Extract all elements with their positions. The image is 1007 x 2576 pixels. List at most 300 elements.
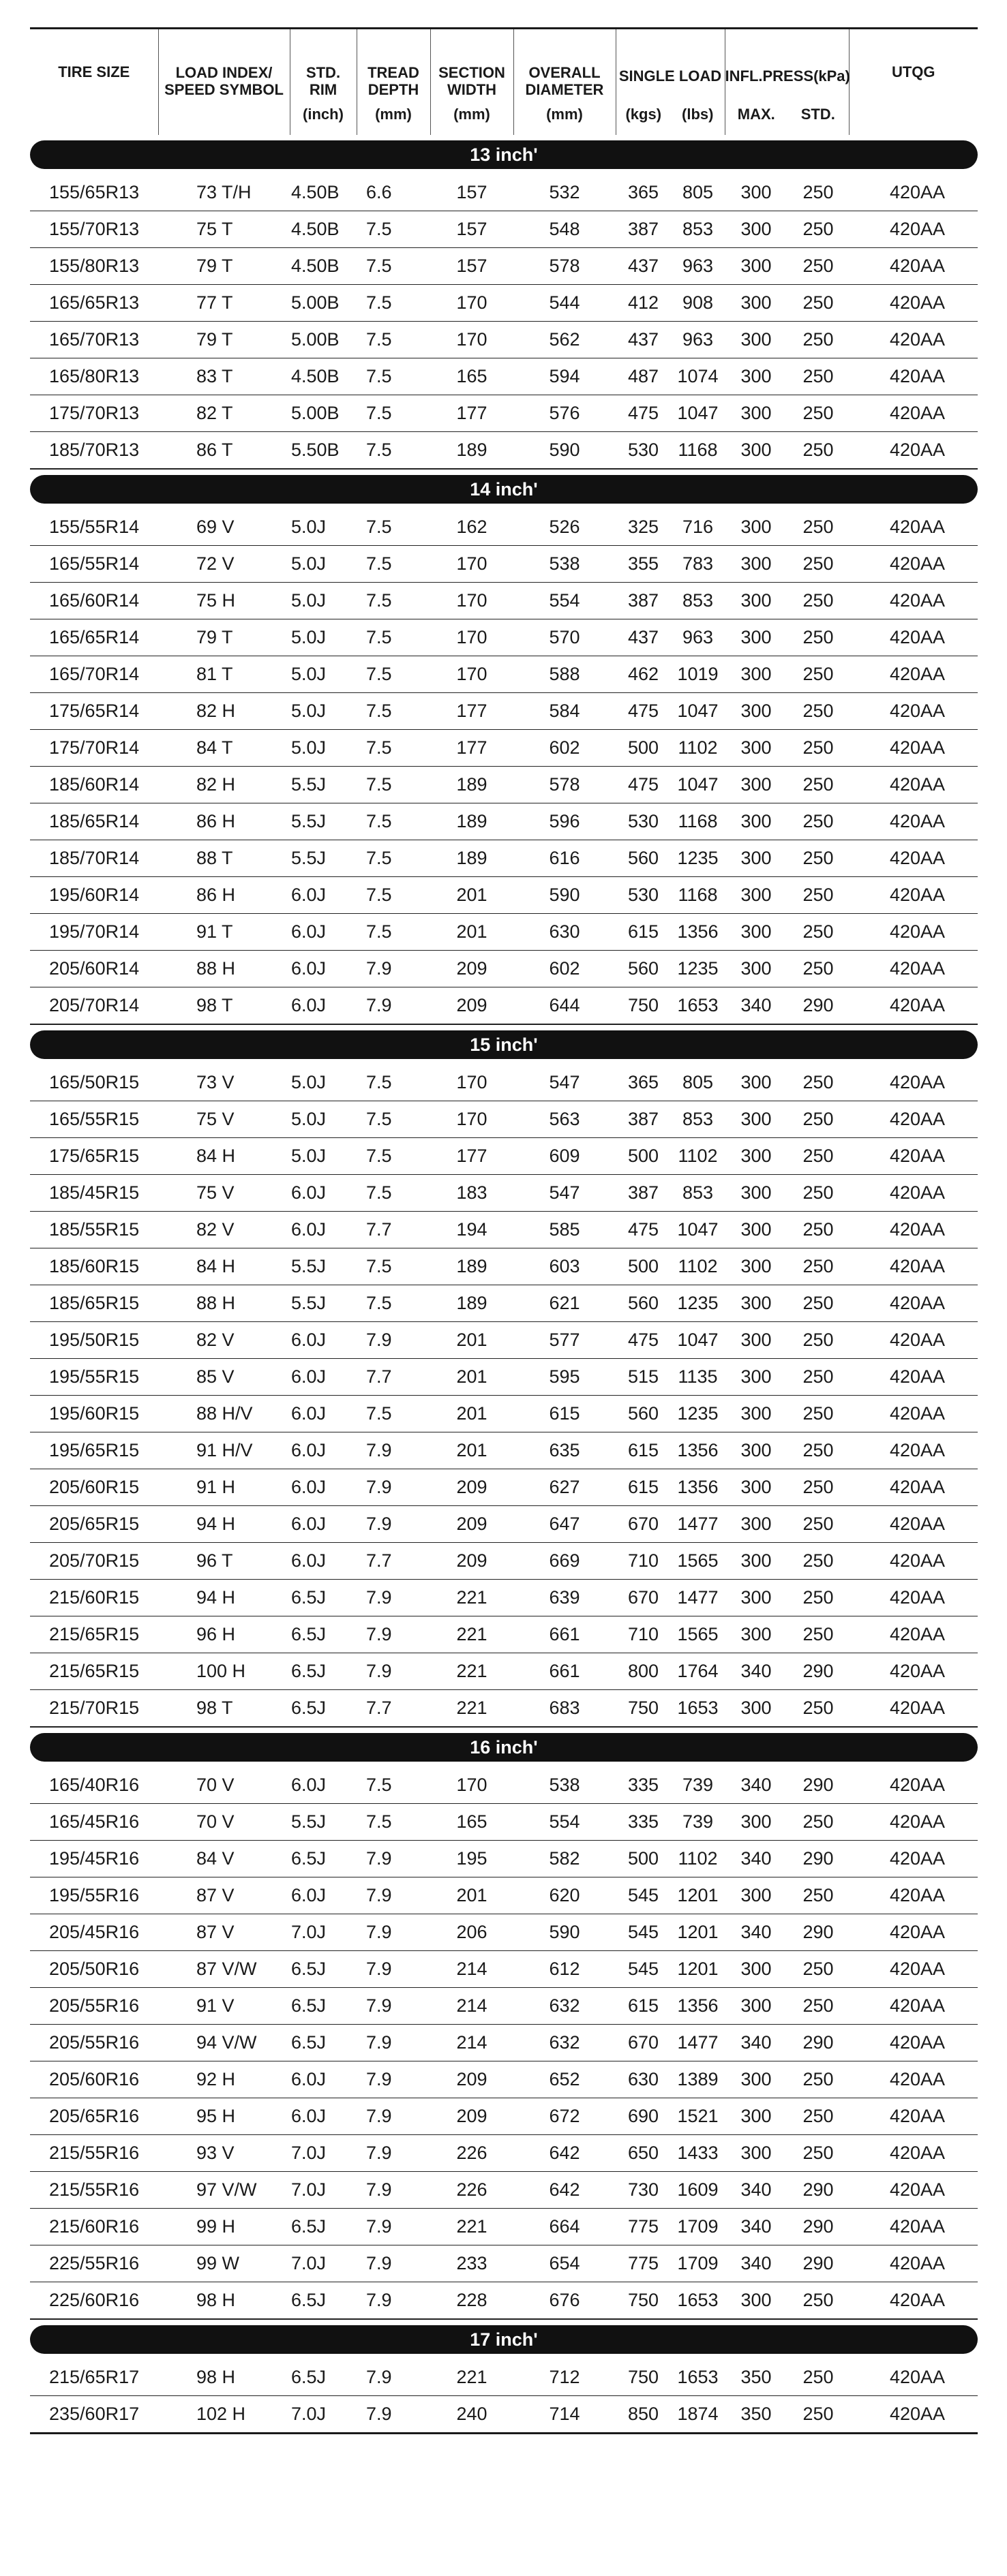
utqg-cell: 420AA [849,2061,978,2098]
std-pressure-cell: 250 [787,803,849,840]
utqg-cell: 420AA [849,840,978,877]
load-kgs-cell: 615 [616,1432,671,1469]
max-pressure-cell: 300 [725,509,787,546]
load-speed-cell: 93 V [158,2135,290,2172]
utqg-cell: 420AA [849,1322,978,1359]
rim-cell: 5.0J [290,1064,357,1101]
table-row [30,1469,978,1506]
load-speed-cell: 91 H/V [158,1432,290,1469]
section-width-cell: 240 [430,2396,513,2434]
max-pressure-cell: 300 [725,693,787,730]
rim-cell: 6.5J [290,2025,357,2061]
rim-cell: 5.0J [290,1138,357,1175]
tread-depth-cell: 7.5 [357,1248,430,1285]
section-width-cell: 157 [430,211,513,248]
max-pressure-cell: 300 [725,1951,787,1988]
tread-depth-cell: 7.9 [357,1322,430,1359]
max-pressure-cell: 300 [725,395,787,432]
std-pressure-cell: 250 [787,1396,849,1432]
tire-size-cell: 215/55R16 [30,2135,158,2172]
overall-diameter-cell: 554 [513,583,616,619]
tread-depth-cell: 7.5 [357,1175,430,1212]
load-lbs-cell: 1168 [671,432,725,470]
rim-cell: 6.0J [290,1877,357,1914]
rim-cell: 6.0J [290,1212,357,1248]
table-row [30,432,978,470]
tread-depth-cell: 7.5 [357,693,430,730]
tire-size-cell: 195/60R14 [30,877,158,914]
max-pressure-cell: 300 [725,1138,787,1175]
utqg-cell: 420AA [849,1432,978,1469]
tire-size-cell: 205/70R15 [30,1543,158,1580]
load-lbs-cell: 1709 [671,2245,725,2282]
tire-size-cell: 205/65R16 [30,2098,158,2135]
rim-cell: 5.5J [290,803,357,840]
tread-depth-cell: 7.5 [357,509,430,546]
load-speed-cell: 84 H [158,1248,290,1285]
table-row [30,1653,978,1690]
load-speed-cell: 88 H [158,951,290,987]
max-pressure-cell: 350 [725,2396,787,2434]
load-speed-cell: 91 V [158,1988,290,2025]
table-row [30,1951,978,1988]
load-lbs-cell: 1653 [671,2359,725,2396]
section-width-cell: 226 [430,2172,513,2209]
table-row [30,803,978,840]
tread-depth-cell: 7.9 [357,1988,430,2025]
max-pressure-cell: 300 [725,1616,787,1653]
overall-diameter-cell: 594 [513,358,616,395]
rim-cell: 6.5J [290,1841,357,1877]
table-row [30,1841,978,1877]
max-pressure-cell: 340 [725,2025,787,2061]
std-pressure-cell: 250 [787,1690,849,1728]
section-width-cell: 195 [430,1841,513,1877]
rim-size-banner: 16 inch' [30,1733,978,1762]
load-kgs-cell: 325 [616,509,671,546]
load-lbs-cell: 1047 [671,1212,725,1248]
utqg-cell: 420AA [849,2135,978,2172]
load-kgs-cell: 850 [616,2396,671,2434]
utqg-cell: 420AA [849,1616,978,1653]
load-kgs-cell: 387 [616,1101,671,1138]
load-lbs-cell: 853 [671,1101,725,1138]
load-kgs-cell: 775 [616,2209,671,2245]
table-row [30,951,978,987]
std-pressure-cell: 250 [787,248,849,285]
rim-cell: 6.0J [290,1469,357,1506]
load-speed-cell: 94 H [158,1506,290,1543]
tread-depth-cell: 7.9 [357,1653,430,1690]
tire-size-cell: 225/55R16 [30,2245,158,2282]
utqg-cell: 420AA [849,358,978,395]
overall-diameter-cell: 547 [513,1064,616,1101]
max-pressure-cell: 300 [725,1212,787,1248]
std-pressure-cell: 250 [787,211,849,248]
tire-size-cell: 185/65R14 [30,803,158,840]
rim-cell: 5.00B [290,322,357,358]
table-row [30,1616,978,1653]
load-kgs-cell: 560 [616,1396,671,1432]
tire-size-cell: 205/60R16 [30,2061,158,2098]
overall-diameter-cell: 562 [513,322,616,358]
rim-cell: 6.0J [290,1543,357,1580]
max-pressure-cell: 300 [725,1396,787,1432]
load-speed-cell: 73 T/H [158,174,290,211]
section-width-cell: 209 [430,2061,513,2098]
std-pressure-cell: 250 [787,1580,849,1616]
table-row [30,2245,978,2282]
section-width-cell: 209 [430,1469,513,1506]
size-group-header [30,1727,978,1767]
overall-diameter-cell: 588 [513,656,616,693]
load-speed-cell: 70 V [158,1767,290,1804]
tread-depth-cell: 7.5 [357,619,430,656]
table-row [30,1064,978,1101]
tire-size-cell: 235/60R17 [30,2396,158,2434]
std-pressure-cell: 250 [787,877,849,914]
table-row [30,840,978,877]
load-kgs-cell: 670 [616,2025,671,2061]
table-row [30,1101,978,1138]
section-width-cell: 221 [430,1653,513,1690]
std-pressure-cell: 250 [787,2061,849,2098]
utqg-cell: 420AA [849,619,978,656]
max-pressure-cell: 300 [725,840,787,877]
section-width-cell: 170 [430,583,513,619]
max-pressure-cell: 300 [725,914,787,951]
overall-diameter-cell: 647 [513,1506,616,1543]
table-row [30,2282,978,2320]
rim-cell: 7.0J [290,2245,357,2282]
rim-cell: 6.5J [290,2282,357,2320]
header-kgs: (kgs) [616,106,671,135]
rim-cell: 6.0J [290,914,357,951]
std-pressure-cell: 250 [787,840,849,877]
overall-diameter-cell: 582 [513,1841,616,1877]
utqg-cell: 420AA [849,1506,978,1543]
load-lbs-cell: 1477 [671,2025,725,2061]
rim-cell: 5.00B [290,395,357,432]
overall-diameter-cell: 544 [513,285,616,322]
max-pressure-cell: 340 [725,2172,787,2209]
utqg-cell: 420AA [849,583,978,619]
overall-diameter-cell: 602 [513,951,616,987]
load-lbs-cell: 1201 [671,1877,725,1914]
std-pressure-cell: 290 [787,2025,849,2061]
utqg-cell: 420AA [849,1580,978,1616]
std-pressure-cell: 250 [787,1543,849,1580]
load-speed-cell: 94 H [158,1580,290,1616]
section-width-cell: 209 [430,987,513,1025]
max-pressure-cell: 300 [725,248,787,285]
load-lbs-cell: 1477 [671,1580,725,1616]
max-pressure-cell: 300 [725,1285,787,1322]
load-lbs-cell: 1235 [671,840,725,877]
load-speed-cell: 75 V [158,1175,290,1212]
load-kgs-cell: 355 [616,546,671,583]
tread-depth-cell: 7.5 [357,877,430,914]
tread-depth-cell: 7.7 [357,1543,430,1580]
max-pressure-cell: 340 [725,2245,787,2282]
header-single-load: SINGLE LOAD [616,29,725,106]
utqg-cell: 420AA [849,656,978,693]
load-kgs-cell: 475 [616,693,671,730]
load-kgs-cell: 515 [616,1359,671,1396]
rim-cell: 6.0J [290,951,357,987]
overall-diameter-cell: 590 [513,877,616,914]
tread-depth-cell: 7.5 [357,395,430,432]
overall-diameter-cell: 547 [513,1175,616,1212]
table-row [30,1877,978,1914]
rim-cell: 6.5J [290,1580,357,1616]
tread-depth-cell: 7.5 [357,914,430,951]
header-tread-line2: DEPTH [357,81,430,106]
tread-depth-cell: 7.7 [357,1690,430,1728]
section-width-cell: 157 [430,174,513,211]
load-lbs-cell: 1356 [671,1988,725,2025]
table-header [30,29,978,136]
tire-size-cell: 165/55R15 [30,1101,158,1138]
tread-depth-cell: 7.9 [357,2396,430,2434]
rim-cell: 7.0J [290,2135,357,2172]
load-lbs-cell: 1565 [671,1543,725,1580]
tire-size-cell: 165/50R15 [30,1064,158,1101]
std-pressure-cell: 250 [787,358,849,395]
std-pressure-cell: 250 [787,2396,849,2434]
load-kgs-cell: 615 [616,914,671,951]
utqg-cell: 420AA [849,1285,978,1322]
tread-depth-cell: 7.9 [357,1841,430,1877]
rim-cell: 6.0J [290,1432,357,1469]
load-lbs-cell: 1653 [671,1690,725,1728]
tire-size-cell: 205/60R15 [30,1469,158,1506]
load-lbs-cell: 1235 [671,951,725,987]
std-pressure-cell: 250 [787,1951,849,1988]
table-row [30,509,978,546]
section-width-cell: 170 [430,285,513,322]
overall-diameter-cell: 578 [513,767,616,803]
header-tire-size: TIRE SIZE [58,63,130,80]
load-kgs-cell: 750 [616,2359,671,2396]
utqg-cell: 420AA [849,2098,978,2135]
rim-cell: 5.0J [290,619,357,656]
std-pressure-cell: 250 [787,656,849,693]
max-pressure-cell: 300 [725,656,787,693]
overall-diameter-cell: 603 [513,1248,616,1285]
size-group-cell [30,2319,978,2359]
tread-depth-cell: 7.9 [357,2282,430,2320]
section-width-cell: 170 [430,322,513,358]
table-row [30,285,978,322]
std-pressure-cell: 250 [787,1138,849,1175]
header-load-line2: SPEED SYMBOL [158,81,290,106]
load-speed-cell: 98 T [158,987,290,1025]
std-pressure-cell: 250 [787,1804,849,1841]
utqg-cell: 420AA [849,1359,978,1396]
utqg-cell: 420AA [849,987,978,1025]
table-row [30,693,978,730]
load-speed-cell: 82 H [158,693,290,730]
tire-size-cell: 165/70R14 [30,656,158,693]
rim-cell: 5.50B [290,432,357,470]
overall-diameter-cell: 627 [513,1469,616,1506]
utqg-cell: 420AA [849,509,978,546]
tire-size-cell: 215/65R15 [30,1616,158,1653]
load-lbs-cell: 805 [671,174,725,211]
rim-cell: 6.0J [290,1175,357,1212]
table-row [30,730,978,767]
load-speed-cell: 98 H [158,2359,290,2396]
load-lbs-cell: 1047 [671,1322,725,1359]
utqg-cell: 420AA [849,914,978,951]
section-width-cell: 157 [430,248,513,285]
tread-depth-cell: 7.5 [357,840,430,877]
utqg-cell: 420AA [849,432,978,470]
utqg-cell: 420AA [849,2282,978,2320]
section-width-cell: 221 [430,2209,513,2245]
utqg-cell: 420AA [849,1841,978,1877]
section-width-cell: 201 [430,1432,513,1469]
section-width-cell: 170 [430,619,513,656]
utqg-cell: 420AA [849,767,978,803]
tread-depth-cell: 7.5 [357,1064,430,1101]
load-kgs-cell: 690 [616,2098,671,2135]
tire-size-cell: 195/55R15 [30,1359,158,1396]
table-row [30,914,978,951]
header-section-line1: SECTION [430,29,513,82]
utqg-cell: 420AA [849,2209,978,2245]
load-kgs-cell: 387 [616,211,671,248]
std-pressure-cell: 290 [787,1767,849,1804]
load-lbs-cell: 1102 [671,1841,725,1877]
tread-depth-cell: 7.5 [357,803,430,840]
utqg-cell: 420AA [849,1543,978,1580]
tire-size-cell: 185/55R15 [30,1212,158,1248]
tread-depth-cell: 7.9 [357,1469,430,1506]
overall-diameter-cell: 661 [513,1653,616,1690]
utqg-cell: 420AA [849,174,978,211]
load-lbs-cell: 1168 [671,803,725,840]
std-pressure-cell: 250 [787,546,849,583]
std-pressure-cell: 250 [787,2098,849,2135]
rim-cell: 4.50B [290,358,357,395]
std-pressure-cell: 250 [787,395,849,432]
load-speed-cell: 79 T [158,322,290,358]
overall-diameter-cell: 714 [513,2396,616,2434]
max-pressure-cell: 340 [725,2209,787,2245]
load-speed-cell: 70 V [158,1804,290,1841]
load-kgs-cell: 500 [616,1841,671,1877]
overall-diameter-cell: 672 [513,2098,616,2135]
overall-diameter-cell: 596 [513,803,616,840]
load-lbs-cell: 1874 [671,2396,725,2434]
tire-spec-table [30,27,978,2434]
overall-diameter-cell: 661 [513,1616,616,1653]
tread-depth-cell: 7.5 [357,358,430,395]
load-speed-cell: 84 V [158,1841,290,1877]
table-row [30,2359,978,2396]
load-kgs-cell: 412 [616,285,671,322]
table-row [30,322,978,358]
utqg-cell: 420AA [849,1951,978,1988]
rim-size-banner: 15 inch' [30,1030,978,1059]
rim-cell: 5.5J [290,840,357,877]
tire-size-cell: 165/65R14 [30,619,158,656]
tire-size-cell: 205/70R14 [30,987,158,1025]
tire-size-cell: 225/60R16 [30,2282,158,2320]
load-speed-cell: 82 V [158,1212,290,1248]
std-pressure-cell: 250 [787,1322,849,1359]
rim-cell: 6.0J [290,1767,357,1804]
load-kgs-cell: 545 [616,1877,671,1914]
load-kgs-cell: 475 [616,767,671,803]
load-kgs-cell: 437 [616,322,671,358]
load-speed-cell: 87 V/W [158,1951,290,1988]
tire-size-cell: 185/45R15 [30,1175,158,1212]
tire-size-cell: 165/70R13 [30,322,158,358]
tread-depth-cell: 7.9 [357,2135,430,2172]
load-speed-cell: 99 W [158,2245,290,2282]
std-pressure-cell: 250 [787,1359,849,1396]
section-width-cell: 201 [430,1322,513,1359]
rim-cell: 7.0J [290,2172,357,2209]
std-pressure-cell: 250 [787,914,849,951]
tire-size-cell: 195/50R15 [30,1322,158,1359]
load-speed-cell: 97 V/W [158,2172,290,2209]
section-width-cell: 170 [430,1101,513,1138]
section-width-cell: 170 [430,546,513,583]
load-lbs-cell: 908 [671,285,725,322]
load-speed-cell: 75 T [158,211,290,248]
tire-size-cell: 175/70R14 [30,730,158,767]
section-width-cell: 170 [430,656,513,693]
std-pressure-cell: 250 [787,2282,849,2320]
tire-size-cell: 185/70R14 [30,840,158,877]
tread-depth-cell: 7.5 [357,248,430,285]
load-kgs-cell: 335 [616,1804,671,1841]
tire-size-cell: 165/40R16 [30,1767,158,1804]
overall-diameter-cell: 526 [513,509,616,546]
max-pressure-cell: 300 [725,730,787,767]
std-pressure-cell: 250 [787,1101,849,1138]
load-lbs-cell: 853 [671,1175,725,1212]
tread-depth-cell: 7.5 [357,285,430,322]
rim-cell: 4.50B [290,248,357,285]
table-row [30,1804,978,1841]
load-kgs-cell: 750 [616,2282,671,2320]
tread-depth-cell: 7.5 [357,432,430,470]
utqg-cell: 420AA [849,248,978,285]
load-lbs-cell: 1235 [671,1396,725,1432]
load-speed-cell: 75 V [158,1101,290,1138]
std-pressure-cell: 250 [787,1988,849,2025]
table-body [30,135,978,2434]
utqg-cell: 420AA [849,1988,978,2025]
table-row [30,2396,978,2434]
table-row [30,1988,978,2025]
overall-diameter-cell: 577 [513,1322,616,1359]
header-diameter-line2: DIAMETER [513,81,616,106]
std-pressure-cell: 250 [787,1212,849,1248]
utqg-cell: 420AA [849,211,978,248]
load-kgs-cell: 560 [616,1285,671,1322]
tread-depth-cell: 7.9 [357,1580,430,1616]
max-pressure-cell: 300 [725,877,787,914]
load-kgs-cell: 750 [616,1690,671,1728]
std-pressure-cell: 250 [787,1469,849,1506]
tread-depth-cell: 7.5 [357,211,430,248]
